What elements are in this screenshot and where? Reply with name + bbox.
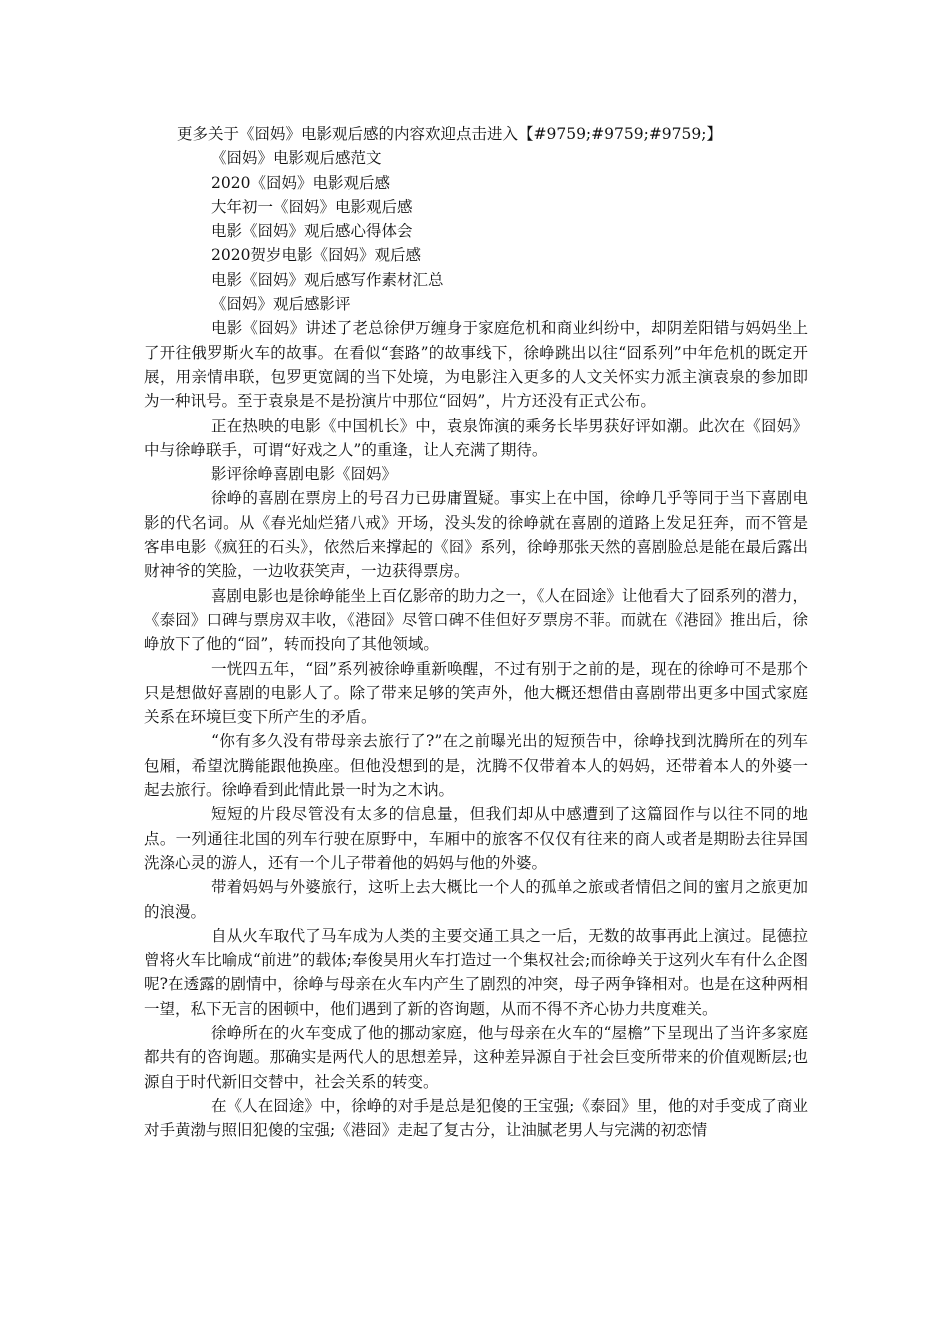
related-link[interactable]: 电影《囧妈》观后感写作素材汇总 (211, 270, 444, 289)
related-link[interactable]: 大年初一《囧妈》电影观后感 (211, 197, 413, 216)
paragraph: 正在热映的电影《中国机长》中，袁泉饰演的乘务长毕男获好评如潮。此次在《囧妈》中与徐峥联手，可谓“好戏之人”的重逢，让人充满了期待。 (144, 416, 808, 459)
paragraph: 喜剧电影也是徐峥能坐上百亿影帝的助力之一，《人在囧途》让他看大了囧系列的潜力，《泰囧》口碑与票房双丰收，《港囧》尽管口碑不佳但好歹票房不菲。而就在《港囧》推出后，徐峥放下了他的“囧”，转而投向了其他领域。 (144, 586, 808, 654)
paragraph: “你有多久没有带母亲去旅行了?”在之前曝光出的短预告中，徐峥找到沈腾所在的列车包厢，希望沈腾能跟他换座。但他没想到的是，沈腾不仅带着本人的妈妈，还带着本人的外婆一起去旅行。徐峥看到此情此景一时为之木讷。 (144, 732, 808, 800)
related-link[interactable]: 电影《囧妈》观后感心得体会 (211, 222, 413, 241)
related-link[interactable]: 2020贺岁电影《囧妈》观后感 (211, 246, 421, 265)
paragraph: 短短的片段尽管没有太多的信息量，但我们却从中感遭到了这篇囧作与以往不同的地点。一列通往北国的列车行驶在原野中，车厢中的旅客不仅仅有往来的商人或者是期盼去往异国洗涤心灵的游人，还有一个儿子带着他的妈妈与他的外婆。 (144, 805, 808, 872)
section-title: 《囧妈》观后感影评 (211, 295, 351, 314)
paragraph: 带着妈妈与外婆旅行，这听上去大概比一个人的孤单之旅或者情侣之间的蜜月之旅更加的浪漫。 (144, 878, 808, 921)
paragraph: 徐峥所在的火车变成了他的挪动家庭，他与母亲在火车的“屋檐”下呈现出了当许多家庭都共有的咨询题。那确实是两代人的思想差异，这种差异源自于社会巨变所带来的价值观断层;也源自于时代新旧交替中，社会关系的转变。 (144, 1023, 808, 1091)
paragraph: 自从火车取代了马车成为人类的主要交通工具之一后，无数的故事再此上演过。昆德拉曾将火车比喻成“前进”的载体;奉俊昊用火车打造过一个集权社会;而徐峥关于这列火车有什么企图呢?在透露的剧情中，徐峥与母亲在火车内产生了剧烈的冲突，母子两争锋相对。也是在这种两相一望，私下无言的困顿中，他们遇到了新的咨询题，从而不得不齐心协力共度难关。 (144, 926, 808, 1018)
paragraph: 一恍四五年，“囧”系列被徐峥重新唤醒，不过有别于之前的是，现在的徐峥可不是那个只是想做好喜剧的电影人了。除了带来足够的笑声外，他大概还想借由喜剧带出更多中国式家庭关系在环境巨变下所产生的矛盾。 (144, 659, 808, 727)
paragraph: 在《人在囧途》中，徐峥的对手是总是犯傻的王宝强;《泰囧》里，他的对手变成了商业对手黄渤与照旧犯傻的宝强;《港囧》走起了复古分，让油腻老男人与完满的初恋情 (144, 1096, 808, 1140)
paragraph: 徐峥的喜剧在票房上的号召力已毋庸置疑。事实上在中国，徐峥几乎等同于当下喜剧电影的代名词。从《春光灿烂猪八戒》开场，没头发的徐峥就在喜剧的道路上发足狂奔，而不管是客串电影《疯狂的石头》，依然后来撑起的《囧》系列，徐峥那张天然的喜剧脸总是能在最后露出财神爷的笑脸，一边收获笑声，一边获得票房。 (144, 489, 808, 581)
related-link[interactable]: 2020《囧妈》电影观后感 (211, 173, 390, 192)
paragraph: 电影《囧妈》讲述了老总徐伊万缠身于家庭危机和商业纠纷中，却阴差阳错与妈妈坐上了开往俄罗斯火车的故事。在看似“套路”的故事线下，徐峥跳出以往“囧系列”中年危机的既定开展，用亲情串联，包罗更宽阔的当下处境，为电影注入更多的人文关怀实力派主演袁泉的参加即为一种讯号。至于袁泉是不是扮演片中那位“囧妈”，片方还没有正式公布。 (144, 319, 808, 411)
subheading: 影评徐峥喜剧电影《囧妈》 (211, 465, 398, 484)
related-link[interactable]: 《囧妈》电影观后感范文 (211, 149, 382, 168)
article-body (144, 122, 808, 1142)
intro-link-line[interactable]: 更多关于《囧妈》电影观后感的内容欢迎点击进入【#9759;#9759;#9759;】 (177, 125, 722, 143)
